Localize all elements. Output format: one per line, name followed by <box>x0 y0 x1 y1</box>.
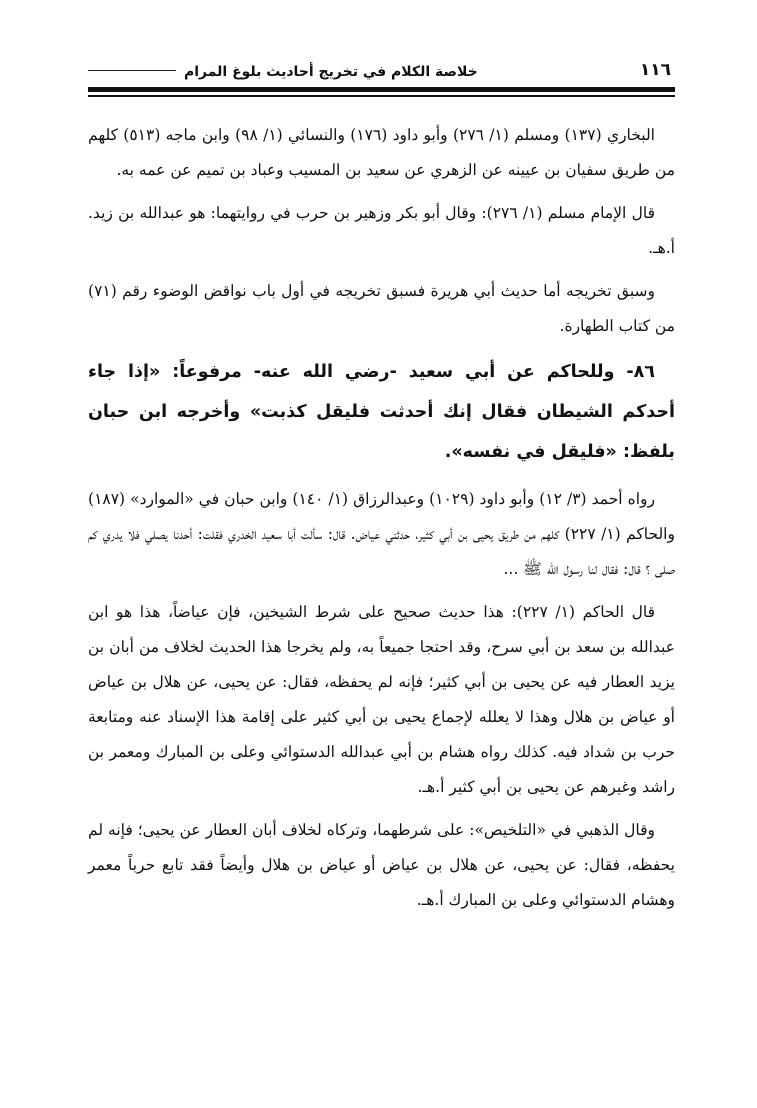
header-rule-thick <box>88 87 675 92</box>
hadith-86: ٨٦- وللحاكم عن أبي سعيد -رضي الله عنه- مرفوعاً: «إذا جاء أحدكم الشيطان فقال إنك أحدثت فليقل كذبت» وأخرجه ابن حبان بلفظ: «فليقل في نفسه». <box>88 362 675 462</box>
page-number: ١١٦ <box>639 60 671 80</box>
paragraph-hadith-86-takhrij: رواه أحمد (٣/ ١٢) وأبو داود (١٠٢٩) وعبدالرزاق (١/ ١٤٠) وابن حبان في «الموارد» (١٨٧) والحاكم (١/ ٢٢٧) كلهم من طريق يحيى بن أبي كثير، حدثني عياض. قال: سألت أبا سعيد الخدري فقلت: أحدنا يصلي فلا يدري كم صلى ؟ قال: فقال لنا رسول الله ﷺ ... <box>88 490 675 578</box>
paragraph-dhahabi-comment: وقال الذهبي في «التلخيص»: على شرطهما، وتركاه لخلاف أبان العطار عن يحيى؛ فإنه لم يحفظه، فقال: عن يحيى، عن هلال بن عياض أو عياض بن هلال وأيضاً فقد تابع حرباً معمر وهشام الدستوائي وعلى بن المبارك أ.هـ. <box>88 821 675 909</box>
paragraph-hakim-comment: قال الحاكم (١/ ٢٢٧): هذا حديث صحيح على شرط الشيخين، فإن عياضاً، هذا هو ابن عبدالله بن سعد بن أبي سرح، وقد احتجا جميعاً به، ولم يخرجا هذا الحديث لخلاف من أبان بن يزيد العطار فيه عن يحيى بن أبي كثير؛ فإنه لم يحفظه، فقال: عن يحيى، عن هلال بن عياض أو عياض بن هلال وهذا لا يعلله لإجماع يحيى بن أبي كثير على إقامة هذا الإسناد عنه ومتابعة حرب بن شداد فيه. كذلك رواه هشام بن أبي عبدالله الدستوائي وعلى بن المبارك ومعمر بن راشد وغيرهم عن يحيى بن أبي كثير أ.هـ. <box>88 603 675 796</box>
page-content <box>88 118 675 926</box>
paragraph-abu-hurayra-reference: وسبق تخريجه أما حديث أبي هريرة فسبق تخريجه في أول باب نواقض الوضوء رقم (٧١) من كتاب الطهارة. <box>88 282 675 335</box>
title-dash-divider <box>88 70 176 71</box>
paragraph-muslim-quote: قال الإمام مسلم (١/ ٢٧٦): وقال أبو بكر وزهير بن حرب في روايتهما: هو عبدالله بن زيد. أ.هـ. <box>88 204 675 257</box>
running-title: خلاصة الكلام في تخريج أحاديث بلوغ المرام <box>184 64 478 80</box>
header-rule-thin <box>88 95 675 97</box>
page-header <box>88 52 675 80</box>
running-title-group <box>88 64 478 80</box>
paragraph-takhrij-1: البخاري (١٣٧) ومسلم (١/ ٢٧٦) وأبو داود (١٧٦) والنسائي (١/ ٩٨) وابن ماجه (٥١٣) كلهم من طريق سفيان بن عيينه عن الزهري عن سعيد بن المسيب وعباد بن تميم عن عمه به. <box>88 126 675 179</box>
